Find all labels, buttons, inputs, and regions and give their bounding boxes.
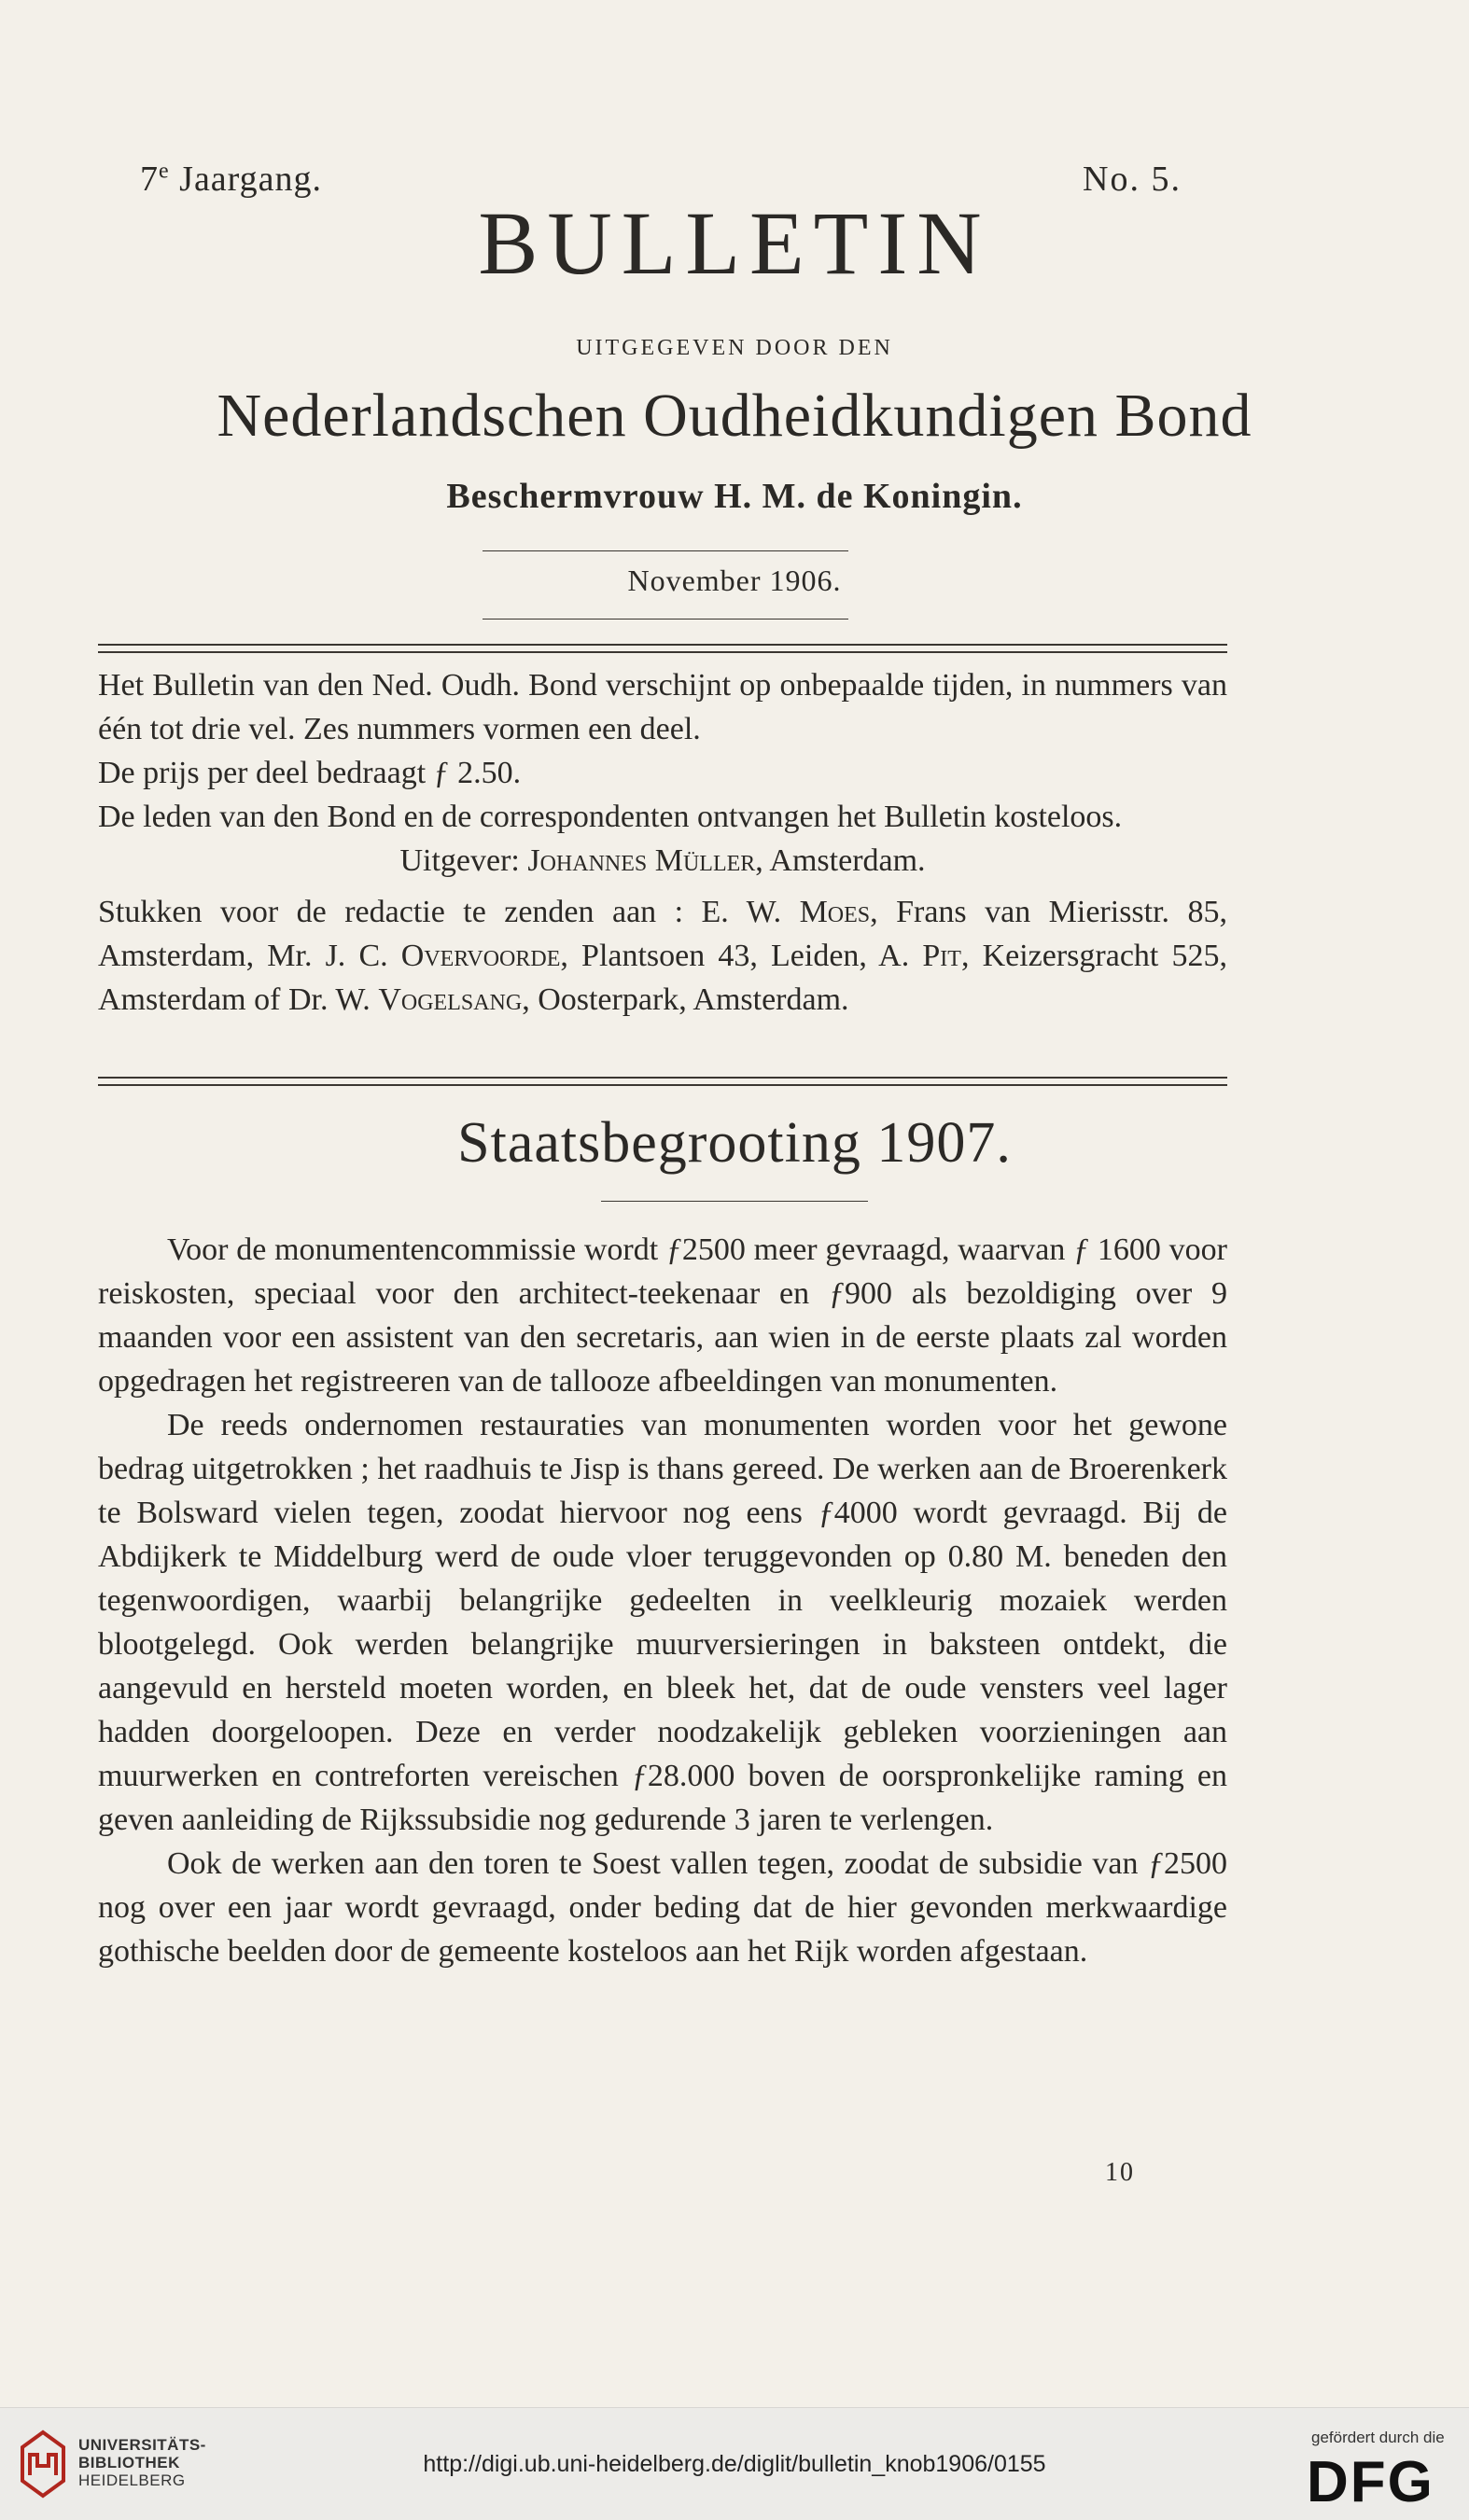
editorial-address-paragraph — [98, 890, 1227, 1022]
article-paragraph — [98, 1403, 1227, 1842]
text-run: De reeds ondernomen restauraties van monumenten worden voor het gewone bedrag uitgetrokken ; het raadhuis te Jisp is thans gereed. De werken aan de Broerenkerk te Bolsward vielen tegen, zoodat hiervoor nog eens — [98, 1408, 1227, 1530]
notice-paragraph: De prijs per deel bedraagt ƒ 2.50. — [98, 756, 522, 790]
double-rule-top — [98, 644, 1227, 646]
university-line: HEIDELBERG — [78, 2471, 186, 2489]
page-number: 10 — [1105, 2158, 1135, 2187]
university-line: BIBLIOTHEK — [78, 2454, 180, 2471]
editor-name: Vogelsang — [378, 982, 523, 1017]
university-line: UNIVERSITÄTS- — [78, 2436, 206, 2454]
funded-by-label: gefördert durch die — [1311, 2429, 1445, 2446]
florin-sign: ƒ — [665, 1232, 682, 1267]
text-run: , Frans van Mierisstr. 85, Amsterdam, Mr. J. C. — [98, 895, 1227, 973]
dfg-logo: DFG — [1307, 2450, 1434, 2514]
text-run: , Keizersgracht 525, Amsterdam of Dr. W. — [98, 939, 1228, 1017]
editor-name: Pit — [922, 939, 961, 973]
text-run: Stukken voor de redactie te zenden aan : E. W. — [98, 895, 800, 929]
notice-paragraph: Het Bulletin van den Ned. Oudh. Bond verschijnt op onbepaalde tijden, in nummers van één tot drie vel. Zes nummers vormen een deel. — [98, 668, 1227, 746]
divider-rule — [483, 619, 848, 620]
text-run: Ook de werken aan den toren te Soest vallen tegen, zoodat de subsidie van — [167, 1846, 1148, 1881]
double-rule-top — [98, 651, 1227, 653]
double-rule-bottom — [98, 1084, 1227, 1086]
patron-line: Beschermvrouw H. M. de Koningin. — [446, 477, 1023, 516]
text-run: 2500 nog over een jaar wordt gevraagd, onder beding dat de hier gevonden merkwaardige gothische beelden door de gemeente kosteloos aan het Rijk worden afgestaan. — [98, 1846, 1227, 1969]
florin-sign: ƒ — [1073, 1232, 1090, 1267]
publisher-line — [98, 839, 1227, 883]
double-rule-bottom — [98, 1077, 1227, 1079]
volume-superscript: e — [159, 159, 170, 184]
text-run: 2500 meer gevraagd, waarvan — [681, 1232, 1074, 1267]
article-body — [98, 1228, 1227, 1973]
permalink-url[interactable]: http://digi.ub.uni-heidelberg.de/diglit/bulletin_knob1906/0155 — [423, 2451, 1046, 2477]
viewer-footer — [0, 2407, 1469, 2520]
publisher-name: Johannes Müller — [527, 843, 756, 878]
publisher-city: , Amsterdam. — [755, 843, 926, 878]
notice-block — [98, 663, 1227, 1022]
article-paragraph — [98, 1842, 1227, 1973]
published-by-line: UITGEGEVEN DOOR DEN — [576, 336, 893, 360]
divider-rule — [483, 550, 848, 551]
volume-number: 7 — [140, 160, 159, 199]
florin-sign: ƒ — [1148, 1846, 1164, 1881]
text-run: 28.000 boven de oorspronkelijke raming en geven aanleiding de Rijkssubsidie nog gedurende 3 jaren te verlengen. — [98, 1759, 1227, 1837]
society-name: Nederlandschen Oudheidkundigen Bond — [217, 382, 1252, 450]
text-run: 900 als bezoldiging over 9 maanden voor een assistent van den secretaris, aan wien in de eerste plaats zal worden opgedragen het registreeren van de tallooze afbeeldingen van monumenten. — [98, 1276, 1228, 1399]
text-run: , Plantsoen 43, Leiden, A. — [560, 939, 923, 973]
florin-sign: ƒ — [818, 1496, 834, 1530]
editor-name: Overvoorde — [400, 939, 561, 973]
text-run: 1600 voor reiskosten, speciaal voor den architect-teekenaar en — [98, 1232, 1228, 1311]
issue-number: No. 5. — [1083, 160, 1182, 199]
editor-name: Moes — [799, 895, 871, 929]
notice-paragraph: De leden van den Bond en de correspondenten ontvangen het Bulletin kosteloos. — [98, 800, 1123, 834]
volume-word: Jaargang. — [169, 160, 323, 199]
text-run: Voor de monumentencommissie wordt — [167, 1232, 666, 1267]
article-paragraph — [98, 1228, 1227, 1403]
text-run: , Oosterpark, Amsterdam. — [522, 982, 849, 1017]
bulletin-title: BULLETIN — [478, 193, 991, 293]
publisher-label: Uitgever: — [399, 843, 528, 878]
article-heading: Staatsbegrooting 1907. — [457, 1111, 1012, 1175]
text-run: 4000 wordt gevraagd. Bij de Abdijkerk te Middelburg werd de oude vloer teruggevonden op 0.80 M. beneden den tegenwoordigen, waarbij belangrijke gedeelten in veelkleurig mozaiek werden blootgelegd. Ook werden belangrijke muurversieringen in baksteen ontdekt, die aangevuld en hersteld moeten worden, en bleek het, dat de oude vensters veel lager hadden doorgeloopen. Deze en verder noodzakelijk gebleken voorzieningen aan muurwerken en contreforten vereischen — [98, 1496, 1227, 1793]
heading-underline — [601, 1201, 868, 1202]
florin-sign: ƒ — [828, 1276, 845, 1311]
issue-date: November 1906. — [627, 564, 842, 597]
florin-sign: ƒ — [631, 1759, 648, 1793]
